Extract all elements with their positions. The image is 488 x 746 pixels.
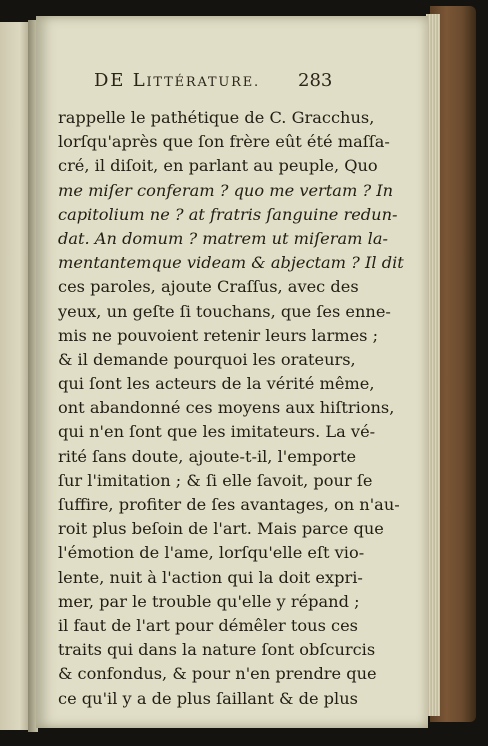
text-line: qui ſont les acteurs de la vérité même, [58,374,375,394]
text-line: il faut de l'art pour démêler tous ces [58,615,358,635]
text-line: capitolium ne ? at fratris ſanguine redun- [58,204,398,224]
text-line: traits qui dans la nature ſont obſcurcis [58,640,376,660]
running-title: DE LITTÉRATURE. [94,70,260,91]
text-line: ce qu'il y a de plus ſaillant & de plus [58,688,358,708]
book-page [36,16,428,728]
body-text [58,106,404,711]
text-line: rité ſans doute, ajoute-t-il, l'emporte [58,446,357,466]
text-line: dat. An domum ? matrem ut miſeram la- [58,228,388,248]
text-line: cré, il diſoit, en parlant au peuple, Quo [58,156,378,176]
text-line: yeux, un geſte ſi touchans, que ſes enne- [58,301,391,321]
page-edges [426,14,440,716]
text-line: mentantemque videam & abjectam ? Il dit [58,253,404,273]
text-line: lorſqu'après que ſon frère eût été maſſa- [58,132,390,152]
text-line: mer, par le trouble qu'elle y répand ; [58,591,360,611]
text-line: rappelle le pathétique de C. Gracchus, [58,108,375,127]
text-line: lente, nuit à l'action qui la doit expri- [58,567,363,587]
text-line: qui n'en ſont que les imitateurs. La vé- [58,422,376,442]
text-line: ces paroles, ajoute Craſſus, avec des [58,277,359,297]
text-line: roit plus beſoin de l'art. Mais parce que [58,519,384,539]
text-line: ont abandonné ces moyens aux hiſtrions, [58,398,395,418]
text-line: ſuffire, profiter de ſes avantages, on n'au- [58,495,400,514]
text-line: ſur l'imitation ; & ſi elle ſavoit, pour ſe [58,470,373,490]
page-header [36,70,428,94]
left-page-edge [0,22,29,730]
page-number: 283 [298,70,333,91]
text-line: me miſer conferam ? quo me vertam ? In [58,180,394,200]
text-line: mis ne pouvoient retenir leurs larmes ; [58,325,379,345]
text-line: & il demande pourquoi les orateurs, [58,349,356,369]
text-line: & confondus, & pour n'en prendre que [58,664,377,684]
text-line: l'émotion de l'ame, lorſqu'elle eſt vio- [58,543,365,563]
